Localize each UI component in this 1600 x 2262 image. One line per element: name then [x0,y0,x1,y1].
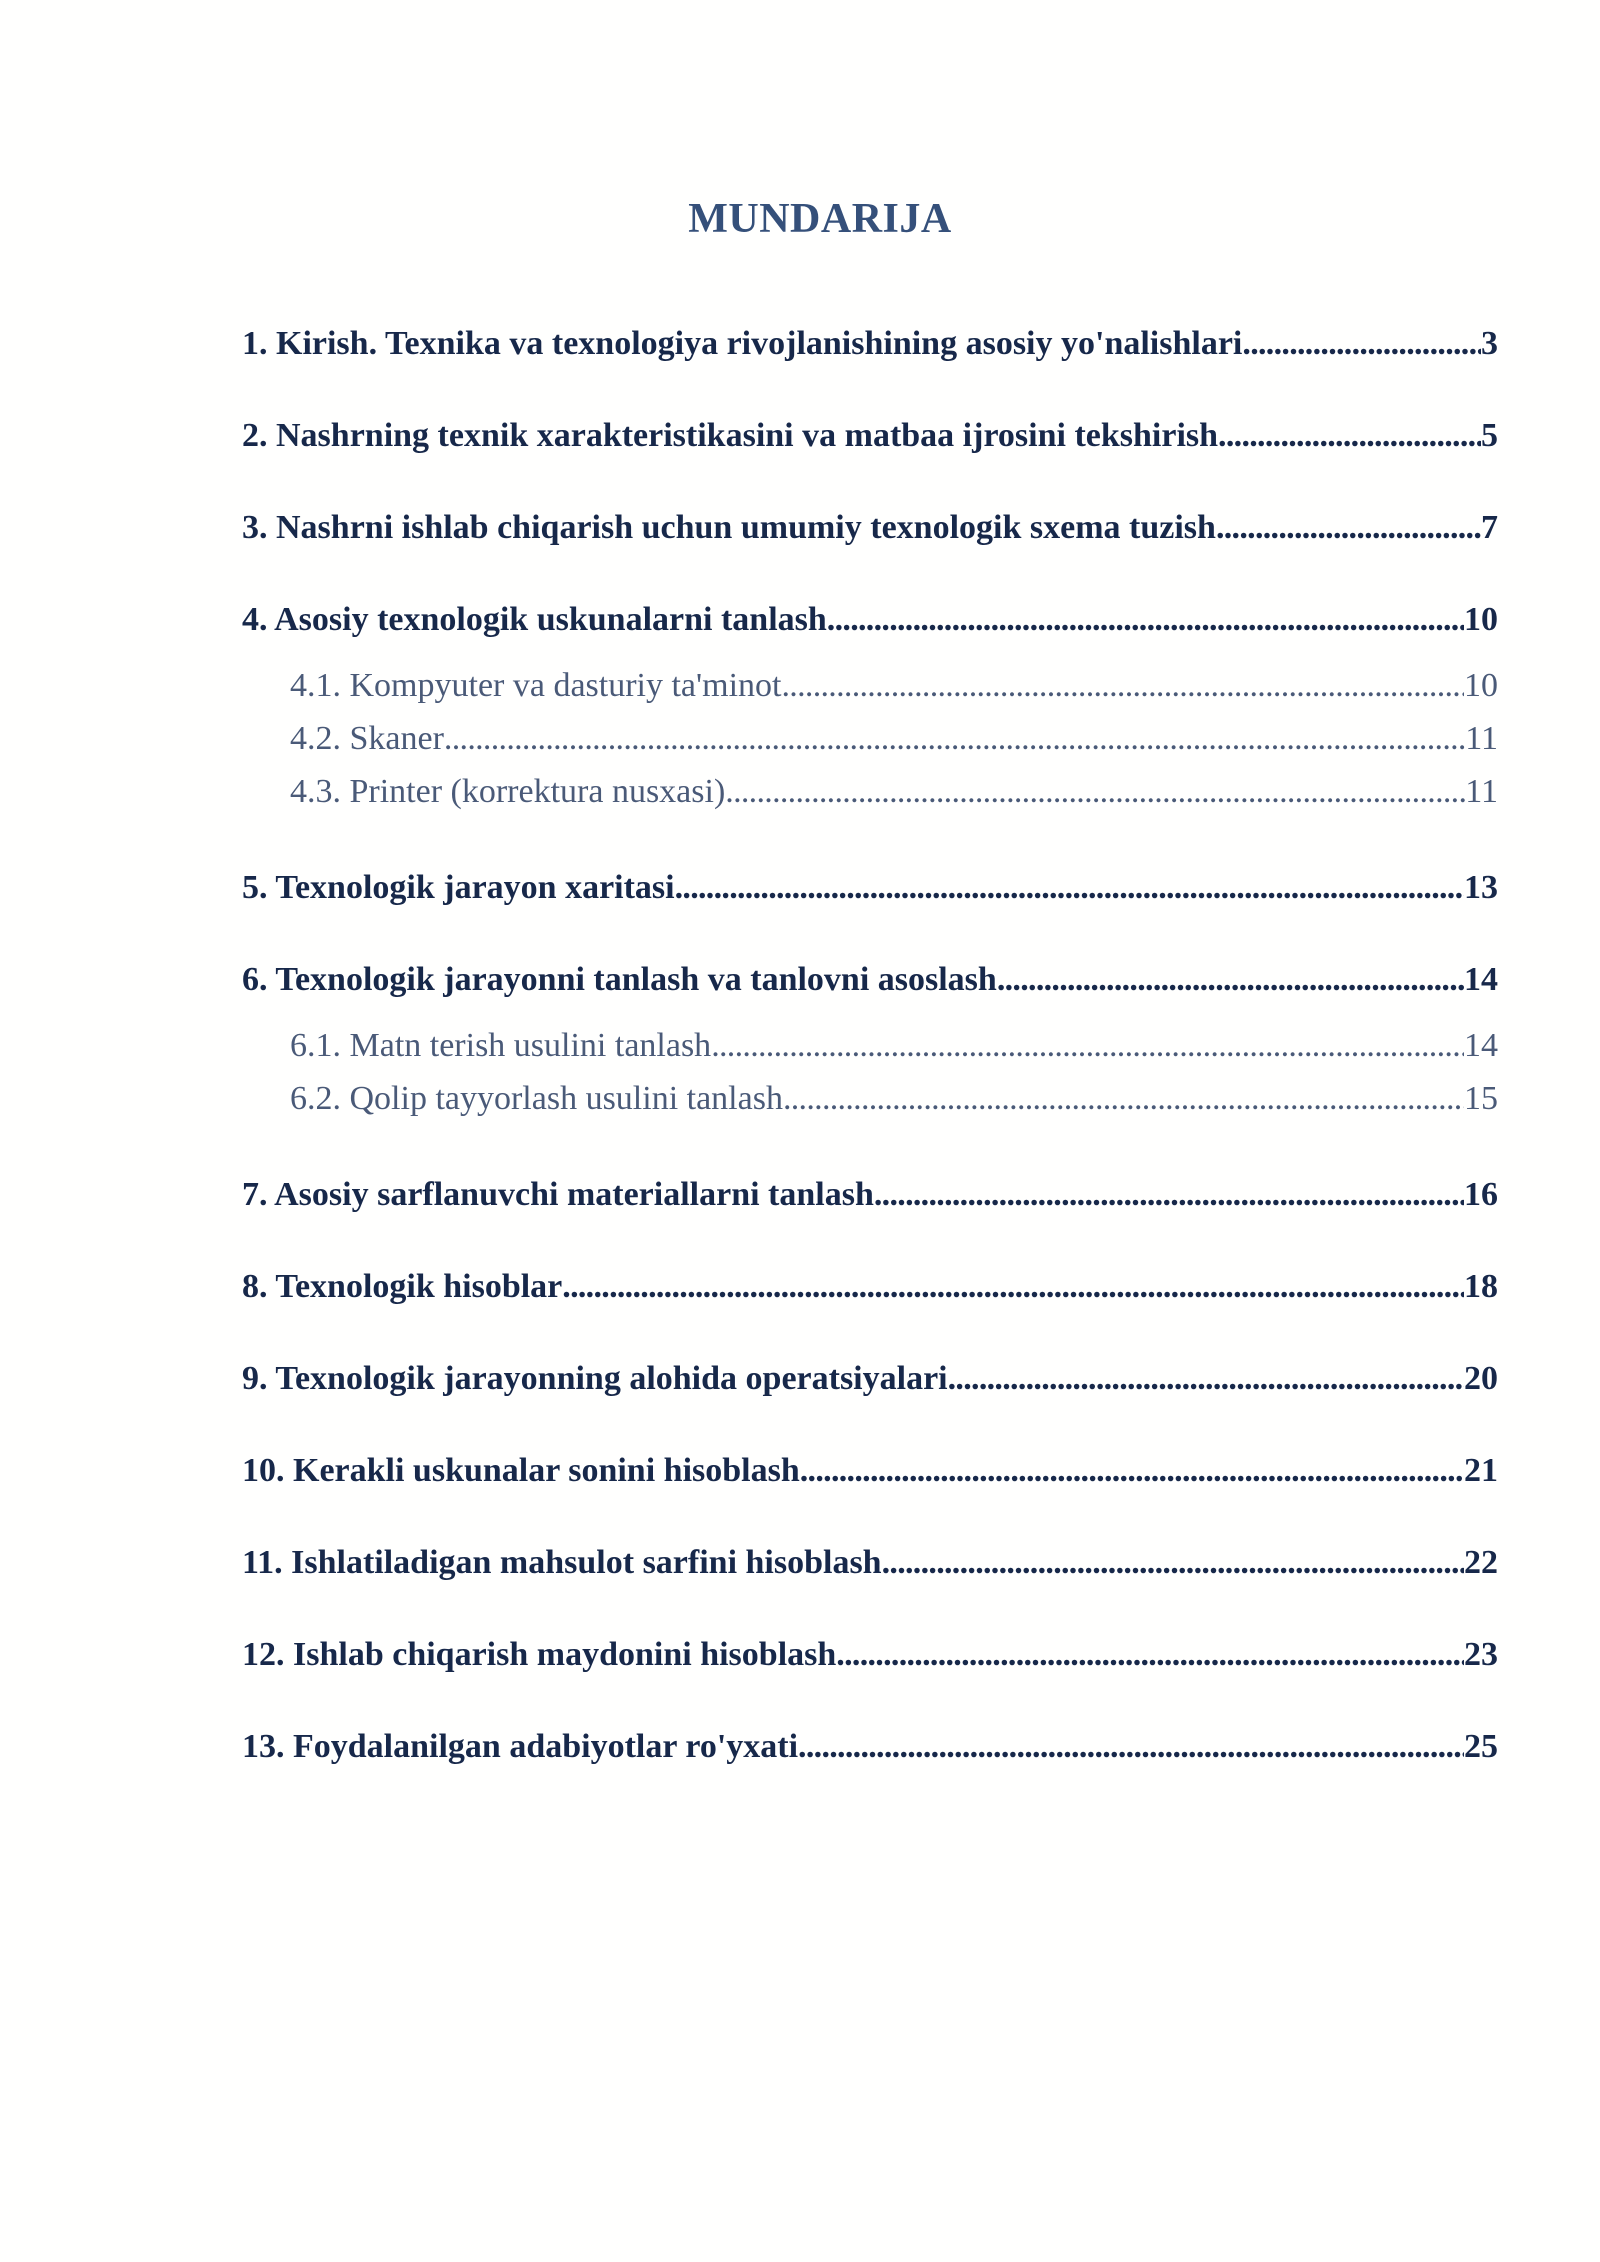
toc-dot-leader [800,1441,1464,1501]
toc-dot-leader [783,1074,1464,1124]
toc-dot-leader [997,950,1464,1010]
toc-page-number: 11 [1465,720,1498,757]
toc-page-number: 7 [1481,509,1498,546]
toc-entry-1[interactable] [242,314,1498,406]
toc-dot-leader [711,1021,1464,1071]
toc-page-number: 23 [1464,1636,1498,1673]
toc-dot-leader [798,1717,1464,1777]
toc-page-number: 3 [1481,325,1498,362]
toc-entry-9[interactable] [242,1349,1498,1441]
toc-dot-leader [675,858,1464,918]
page-title: MUNDARIJA [688,196,952,242]
toc-subentry-6-2[interactable] [242,1074,1498,1165]
toc-dot-leader [827,590,1464,650]
toc-entry-label: 13. Foydalanilgan adabiyotlar ro'yxati [242,1728,799,1765]
toc-entry-label: 4.3. Printer (korrektura nusxasi) [290,773,726,810]
toc-entry-2[interactable] [242,406,1498,498]
toc-dot-leader [836,1625,1464,1685]
toc-entry-label: 6.2. Qolip tayyorlash usulini tanlash [290,1080,783,1117]
toc-page-number: 11 [1465,773,1498,810]
toc-entry-label: 4.1. Kompyuter va dasturiy ta'minot [290,667,782,704]
toc-entry-label: 2. Nashrning texnik xarakteristikasini va matbaa ijrosini tekshirish [242,417,1219,454]
toc-entry-label: 10. Kerakli uskunalar sonini hisoblash [242,1452,800,1489]
toc-page-number: 10 [1464,601,1498,638]
toc-page-number: 21 [1464,1452,1498,1489]
toc-dot-leader [1218,406,1481,466]
toc-page-number: 5 [1481,417,1498,454]
toc-page-number: 16 [1464,1176,1498,1213]
toc-dot-leader [782,661,1465,711]
toc-entry-8[interactable] [242,1257,1498,1349]
toc-entry-13[interactable] [242,1717,1498,1809]
toc-page-number: 13 [1464,869,1498,906]
toc-entry-10[interactable] [242,1441,1498,1533]
toc-entry-label: 12. Ishlab chiqarish maydonini hisoblash [242,1636,837,1673]
table-of-contents [242,314,1498,1809]
toc-entry-label: 6.1. Matn terish usulini tanlash [290,1027,712,1064]
toc-page-number: 15 [1464,1080,1498,1117]
toc-entry-3[interactable] [242,498,1498,590]
toc-page-number: 22 [1464,1544,1498,1581]
toc-dot-leader [562,1257,1464,1317]
toc-entry-label: 5. Texnologik jarayon xaritasi [242,869,675,906]
toc-entry-5[interactable] [242,858,1498,950]
toc-dot-leader [882,1533,1464,1593]
toc-entry-label: 4.2. Skaner [290,720,444,757]
toc-entry-label: 3. Nashrni ishlab chiqarish uchun umumiy texnologik sxema tuzish [242,509,1216,546]
toc-entry-label: 6. Texnologik jarayonni tanlash va tanlovni asoslash [242,961,997,998]
toc-entry-11[interactable] [242,1533,1498,1625]
toc-page-number: 10 [1464,667,1498,704]
toc-page-number: 14 [1464,961,1498,998]
toc-dot-leader [874,1165,1464,1225]
toc-dot-leader [444,714,1465,764]
toc-dot-leader [1216,498,1481,558]
toc-page-number: 20 [1464,1360,1498,1397]
toc-entry-label: 9. Texnologik jarayonning alohida operatsiyalari [242,1360,948,1397]
toc-page-number: 18 [1464,1268,1498,1305]
toc-entry-label: 7. Asosiy sarflanuvchi materiallarni tanlash [242,1176,874,1213]
toc-subentry-4-3[interactable] [242,767,1498,858]
toc-dot-leader [725,767,1465,817]
toc-entry-label: 11. Ishlatiladigan mahsulot sarfini hisoblash [242,1544,882,1581]
toc-dot-leader [1242,314,1481,374]
toc-page-number: 25 [1464,1728,1498,1765]
toc-entry-7[interactable] [242,1165,1498,1257]
toc-page-number: 14 [1464,1027,1498,1064]
toc-entry-label: 8. Texnologik hisoblar [242,1268,563,1305]
toc-entry-12[interactable] [242,1625,1498,1717]
toc-entry-label: 1. Kirish. Texnika va texnologiya rivojlanishining asosiy yo'nalishlari [242,325,1243,362]
toc-dot-leader [948,1349,1464,1409]
toc-entry-label: 4. Asosiy texnologik uskunalarni tanlash [242,601,827,638]
